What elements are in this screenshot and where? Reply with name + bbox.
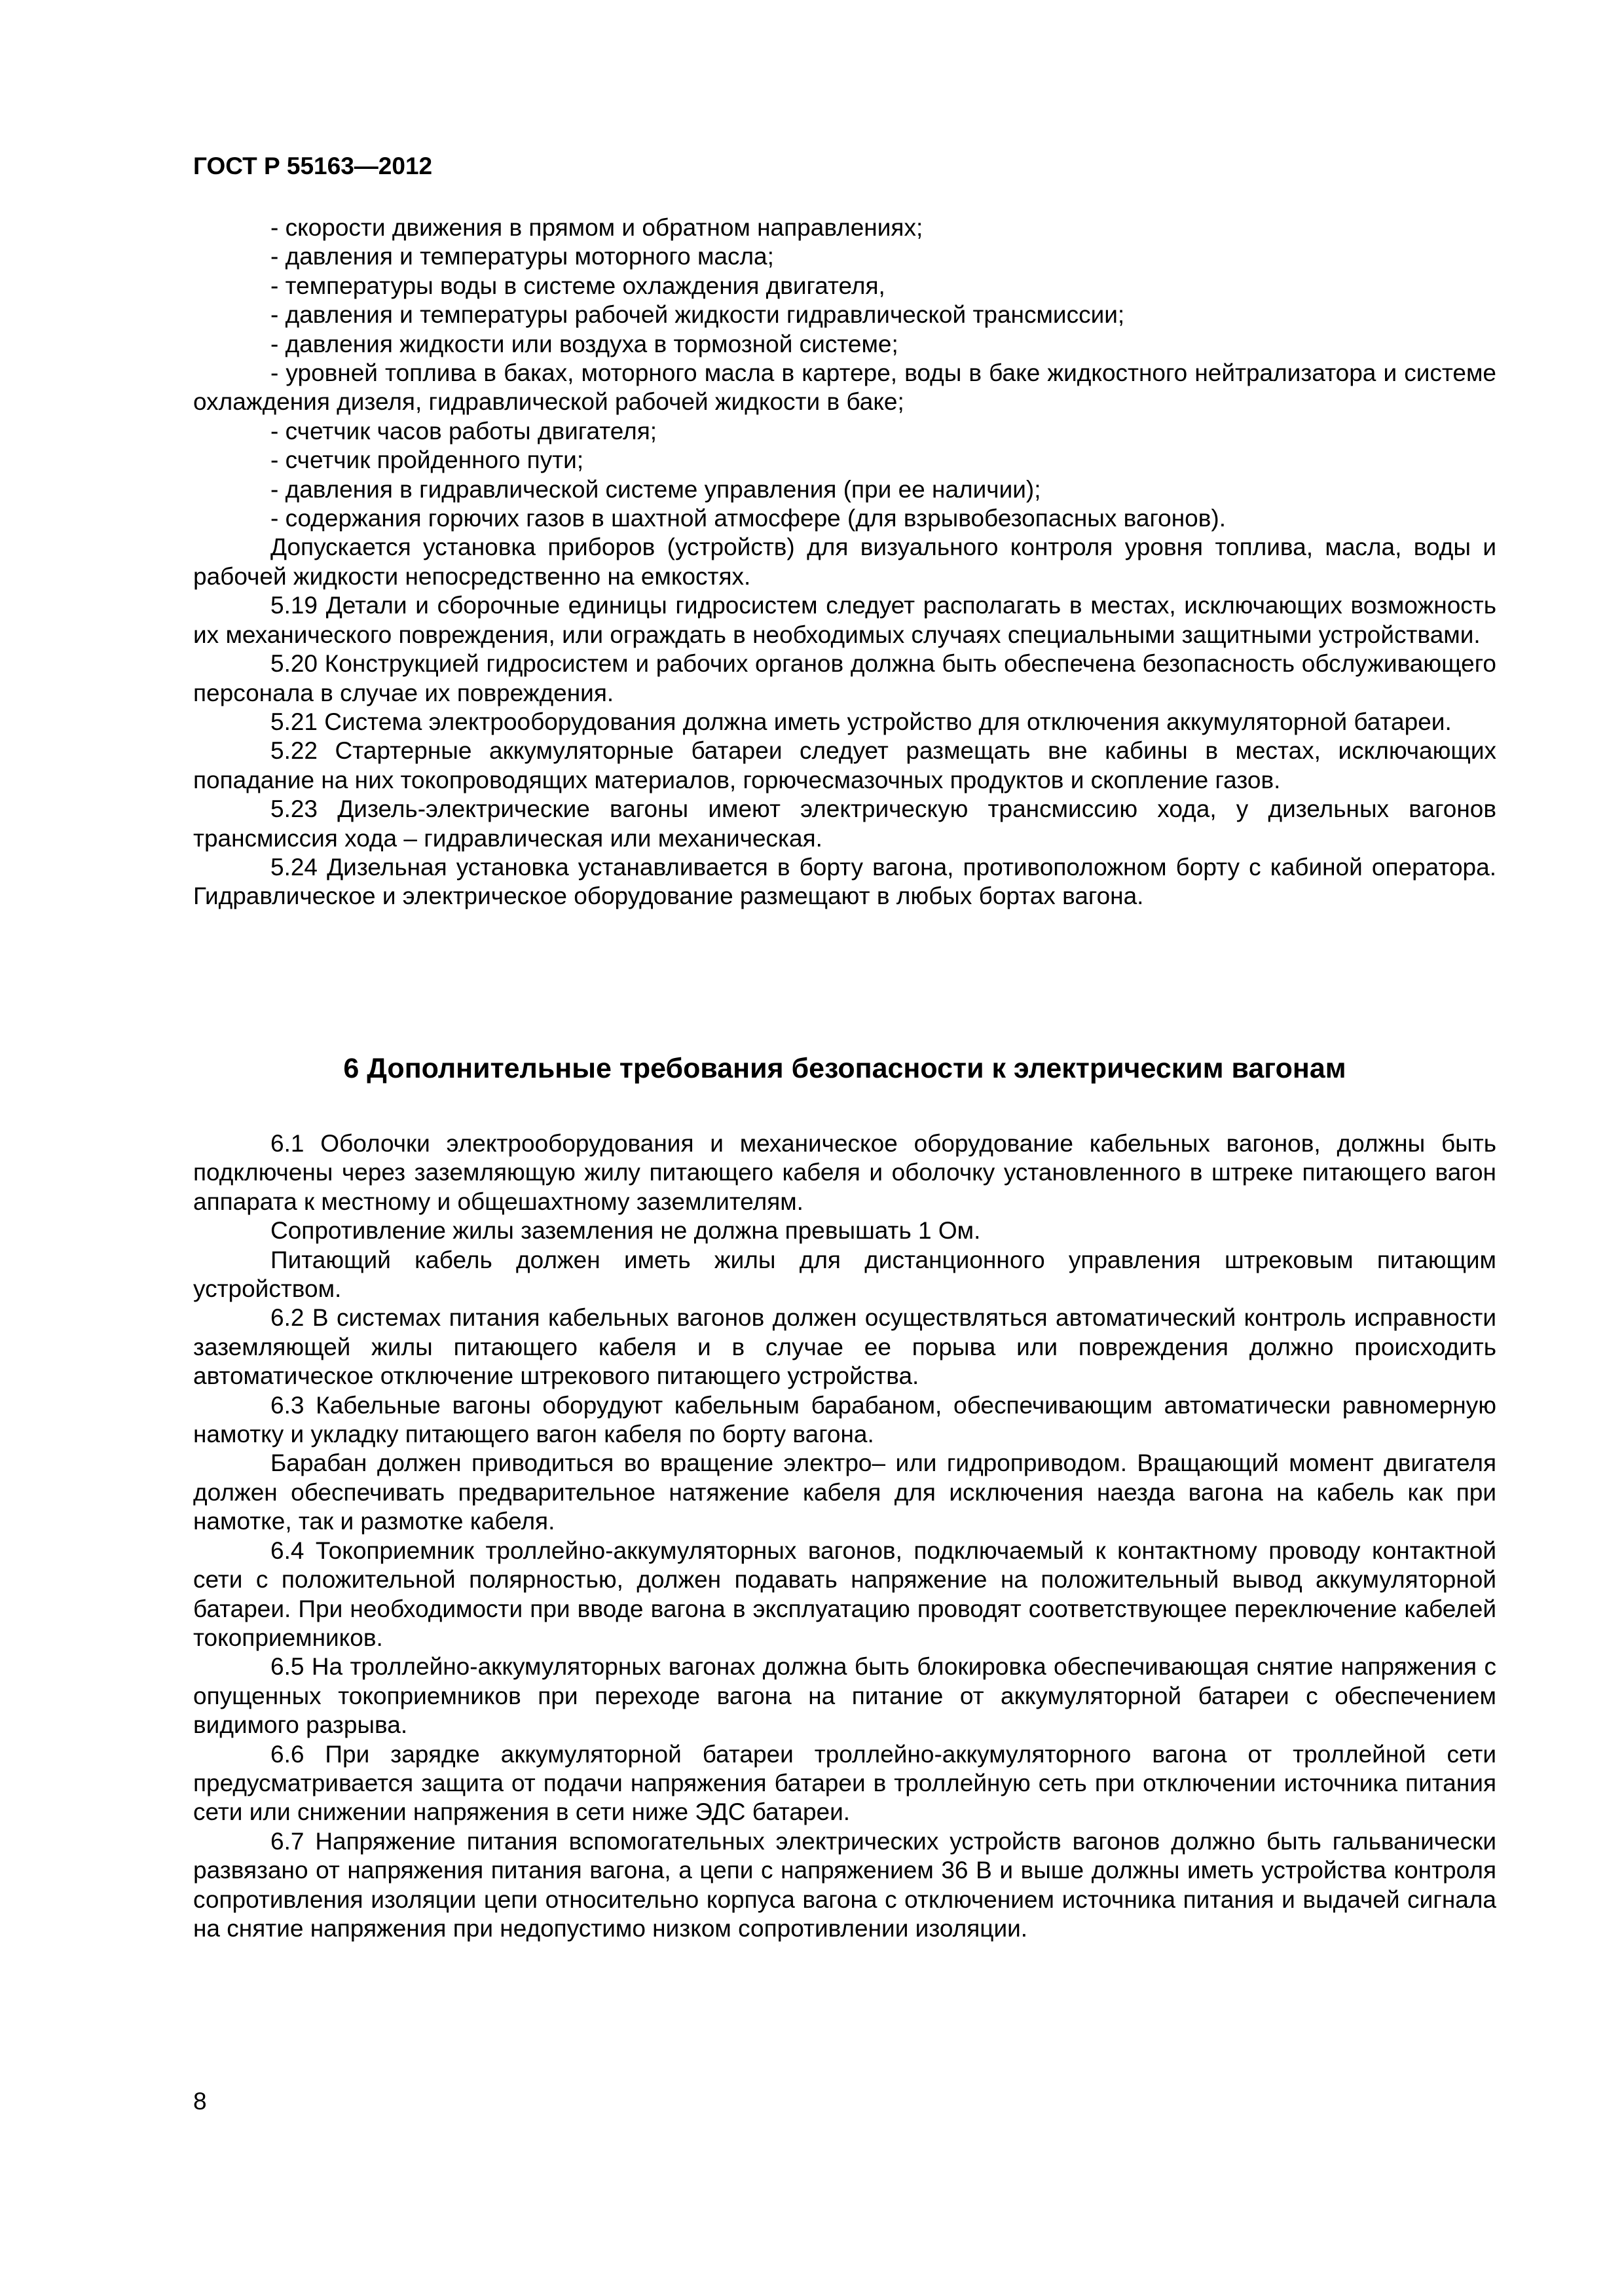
paragraph: Питающий кабель должен иметь жилы для дистанционного управления штрековым питающим устройством. — [193, 1246, 1496, 1303]
paragraph: 5.22 Стартерные аккумуляторные батареи следует размещать вне кабины в местах, исключающих попадание на них токопроводящих материалов, горючесмазочных продуктов и скопление газов. — [193, 737, 1496, 793]
paragraph: Сопротивление жилы заземления не должна превышать 1 Ом. — [270, 1217, 981, 1245]
paragraph: - счетчик пройденного пути; — [270, 446, 584, 474]
paragraph: 5.20 Конструкцией гидросистем и рабочих органов должна быть обеспечена безопасность обслуживающего персонала в случае их повреждения. — [193, 650, 1496, 706]
paragraph: 6.1 Оболочки электрооборудования и механическое оборудование кабельных вагонов, должны быть подключены через заземляющую жилу питающего кабеля и оболочку установленного в штреке питающего вагон аппарата к местному и общешахтному заземлителям. — [193, 1130, 1496, 1215]
paragraph: - давления и температуры рабочей жидкости гидравлической трансмиссии; — [270, 301, 1125, 329]
section-heading: 6 Дополнительные требования безопасности к электрическим вагонам — [343, 1053, 1346, 1084]
paragraph: - давления и температуры моторного масла; — [270, 243, 774, 270]
paragraph: - содержания горючих газов в шахтной атмосфере (для взрывобезопасных вагонов). — [270, 505, 1226, 532]
paragraph: Барабан должен приводиться во вращение электро– или гидроприводом. Вращающий момент двигателя должен обеспечивать предварительное натяжение кабеля для исключения наезда вагона на кабель как при намотке, так и размотке кабеля. — [193, 1449, 1496, 1535]
paragraph: - давления жидкости или воздуха в тормозной системе; — [270, 330, 898, 357]
paragraph: 5.19 Детали и сборочные единицы гидросистем следует располагать в местах, исключающих возможность их механического повреждения, или ограждать в необходимых случаях специальными защитными устройствами. — [193, 592, 1496, 648]
paragraph: 5.21 Система электрооборудования должна иметь устройство для отключения аккумуляторной батареи. — [270, 708, 1452, 735]
paragraph: 6.2 В системах питания кабельных вагонов должен осуществляться автоматический контроль исправности заземляющей жилы питающего кабеля и в случае ее порыва или повреждения должно происходить автоматическое отключение штрекового питающего устройства. — [193, 1304, 1496, 1390]
page-number: 8 — [193, 2088, 207, 2115]
paragraph: Допускается установка приборов (устройств) для визуального контроля уровня топлива, масла, воды и рабочей жидкости непосредственно на емкостях. — [193, 534, 1496, 590]
top-text-block — [193, 213, 1496, 911]
paragraph: 6.5 На троллейно-аккумуляторных вагонах должна быть блокировка обеспечивающая снятие напряжения с опущенных токоприемников при переходе вагона на питание от аккумуляторной батареи с обеспечением видимого разрыва. — [193, 1653, 1496, 1739]
paragraph: 5.24 Дизельная установка устанавливается в борту вагона, противоположном борту с кабиной оператора. Гидравлическое и электрическое оборудование размещают в любых бортах вагона. — [193, 853, 1496, 910]
paragraph: - температуры воды в системе охлаждения двигателя, — [270, 272, 885, 299]
paragraph: 6.3 Кабельные вагоны оборудуют кабельным барабаном, обеспечивающим автоматически равномерную намотку и укладку питающего вагон кабеля по борту вагона. — [193, 1391, 1496, 1448]
paragraph: 6.7 Напряжение питания вспомогательных электрических устройств вагонов должно быть гальванически развязано от напряжения питания вагона, а цепи с напряжением 36 В и выше должны иметь устройства контроля сопротивления изоляции цепи относительно корпуса вагона с отключением источника питания и выдачей сигнала на снятие напряжения при недопустимо низком сопротивлении изоляции. — [193, 1827, 1496, 1942]
section-text-block — [193, 1129, 1496, 1943]
paragraph: - счетчик часов работы двигателя; — [270, 417, 657, 445]
paragraph: 6.6 При зарядке аккумуляторной батареи троллейно-аккумуляторного вагона от троллейной сети предусматривается защита от подачи напряжения батареи в троллейную сеть при отключении источника питания сети или снижении напряжения в сети ниже ЭДС батареи. — [193, 1740, 1496, 1826]
paragraph: 6.4 Токоприемник троллейно-аккумуляторных вагонов, подключаемый к контактному проводу контактной сети с положительной полярностью, должен подавать напряжение на положительный вывод аккумуляторной батареи. При необходимости при вводе вагона в эксплуатацию проводят соответствующее переключение кабелей токоприемников. — [193, 1537, 1496, 1651]
paragraph: 5.23 Дизель-электрические вагоны имеют электрическую трансмиссию хода, у дизельных вагонов трансмиссия хода – гидравлическая или механическая. — [193, 795, 1496, 852]
paragraph: - давления в гидравлической системе управления (при ее наличии); — [270, 475, 1041, 503]
page-header-standard: ГОСТ Р 55163—2012 — [193, 153, 433, 179]
paragraph: - скорости движения в прямом и обратном направлениях; — [270, 214, 923, 241]
paragraph: - уровней топлива в баках, моторного масла в картере, воды в баке жидкостного нейтрализатора и системе охлаждения дизеля, гидравлической рабочей жидкости в баке; — [193, 359, 1496, 416]
